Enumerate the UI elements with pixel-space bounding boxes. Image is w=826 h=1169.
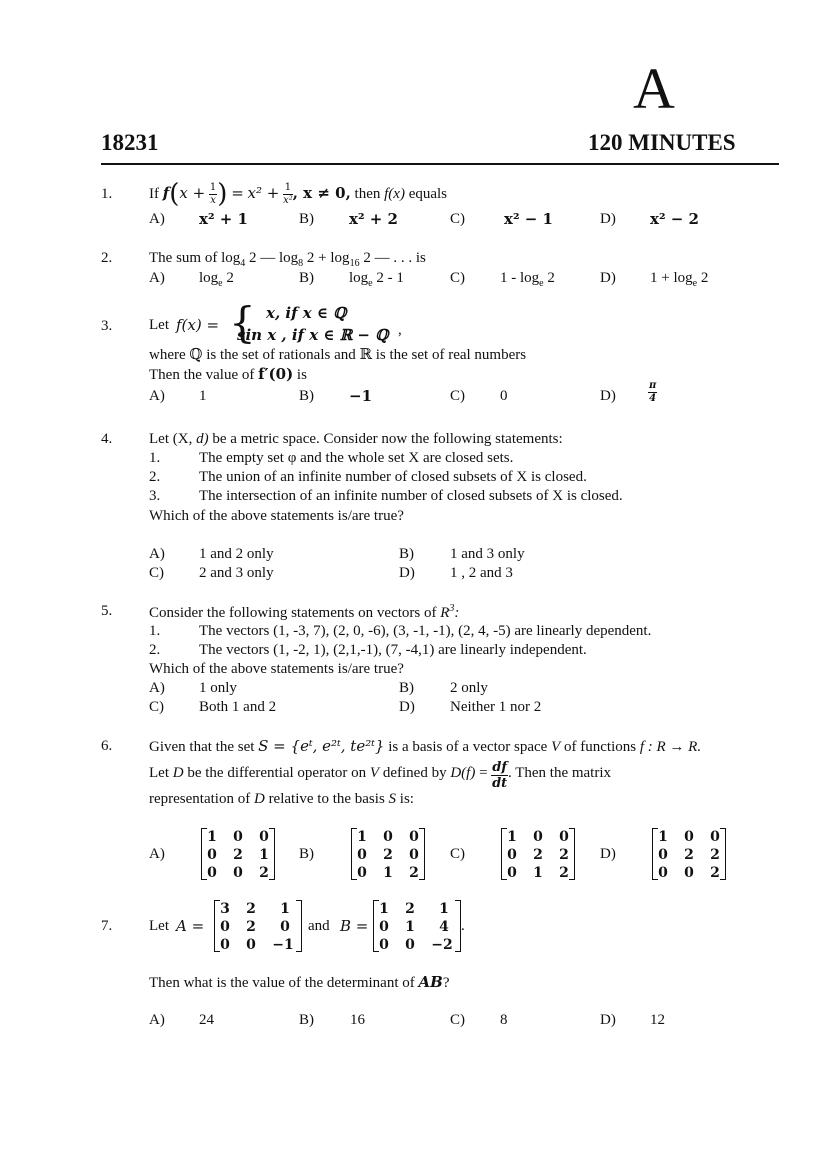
- option-label[interactable]: A): [149, 1012, 165, 1028]
- stem-math: f: [162, 184, 170, 202]
- stem-text: Let: [149, 317, 169, 333]
- matrix-cell: 2: [246, 901, 256, 917]
- option-label[interactable]: C): [450, 211, 465, 227]
- matrix-cell: 1: [533, 865, 543, 881]
- option-text[interactable]: 1 only: [199, 680, 237, 696]
- stem-math: A =: [176, 917, 205, 935]
- stem-text-part: is: [296, 367, 307, 383]
- option-text[interactable]: 2 only: [450, 680, 488, 696]
- matrix-cell: 0: [684, 829, 694, 845]
- subscript: e: [368, 278, 373, 289]
- option-text[interactable]: [199, 271, 234, 289]
- option-label[interactable]: D): [600, 388, 616, 404]
- statement-number: 1.: [149, 623, 161, 639]
- option-label[interactable]: D): [600, 211, 616, 227]
- stem-text: f(x): [384, 186, 405, 202]
- matrix-cell: 0: [409, 829, 419, 845]
- question-stem-line: [149, 761, 611, 790]
- matrix-option-c[interactable]: [501, 828, 575, 880]
- stem-text-part: ?: [442, 975, 450, 991]
- matrix-cell: 0: [220, 937, 230, 953]
- question-number: 6.: [101, 738, 113, 754]
- stem-text-part: f : R → R.: [639, 739, 702, 755]
- stem-text-part: representation of: [149, 791, 254, 807]
- stem-text-part: of functions: [560, 739, 640, 755]
- fraction-denominator: 4: [649, 393, 657, 404]
- option-text[interactable]: 12: [650, 1012, 665, 1028]
- stem-text-part: D: [172, 765, 184, 781]
- option-text[interactable]: x² − 1: [504, 210, 553, 228]
- stem-text: then: [354, 186, 381, 202]
- stem-text: ,: [398, 322, 402, 338]
- matrix-cell: 0: [246, 937, 256, 953]
- option-text[interactable]: 1: [199, 388, 207, 404]
- fraction: [283, 183, 293, 206]
- matrix-cell: 1: [280, 901, 290, 917]
- option-text[interactable]: Both 1 and 2: [199, 699, 277, 715]
- stem-text-part: Given that the set: [149, 739, 259, 755]
- matrix-cell: 0: [383, 829, 393, 845]
- option-label[interactable]: B): [299, 388, 314, 404]
- option-label[interactable]: A): [149, 546, 165, 562]
- matrix-option-b[interactable]: [351, 828, 425, 880]
- matrix-cell: 0: [507, 847, 517, 863]
- matrix-cell: 0: [405, 937, 415, 953]
- matrix-cell: 1: [658, 829, 668, 845]
- matrix-cell: 1: [383, 865, 393, 881]
- stem-text: 2 + log: [303, 250, 350, 266]
- option-label[interactable]: B): [399, 546, 414, 562]
- option-label[interactable]: B): [299, 1012, 314, 1028]
- question-prompt: [149, 975, 450, 991]
- stem-text: 2 — . . . is: [359, 250, 426, 266]
- stem-text: equals: [408, 186, 448, 202]
- stem-text: and: [308, 918, 330, 934]
- option-text[interactable]: 1 , 2 and 3: [450, 565, 513, 581]
- stem-text-part: V: [551, 739, 561, 755]
- option-text-part: 2: [543, 270, 555, 286]
- case-2: sin x , if x ∈ ℝ − ℚ: [237, 326, 389, 344]
- matrix-cell: 1: [207, 829, 217, 845]
- question-stem: [149, 181, 447, 207]
- subscript: e: [692, 278, 698, 289]
- option-label[interactable]: D): [600, 846, 616, 862]
- question-prompt: Which of the above statements is/are true?: [149, 508, 404, 524]
- subscript: 8: [298, 258, 304, 269]
- statement-number: 2.: [149, 642, 161, 658]
- matrix-cell: 0: [507, 865, 517, 881]
- subscript: 16: [349, 258, 360, 269]
- option-label[interactable]: B): [299, 846, 314, 862]
- stem-text-part: D(f): [450, 765, 476, 781]
- stem-text: .: [461, 918, 465, 934]
- option-label[interactable]: C): [450, 846, 465, 862]
- matrix-cell: 0: [207, 847, 217, 863]
- statement-number: 2.: [149, 469, 161, 485]
- stem-text-part: =: [479, 765, 488, 781]
- matrix-cell: 2: [710, 865, 720, 881]
- close-paren: ): [217, 179, 228, 209]
- stem-text-part: Then the value of: [149, 367, 255, 383]
- statement-text: The intersection of an infinite number of closed subsets of X is closed.: [199, 488, 623, 504]
- fraction-denominator: x²: [283, 195, 293, 207]
- matrix-cell: 0: [559, 829, 569, 845]
- matrix-cell: 0: [533, 829, 543, 845]
- matrix-cell: 2: [684, 847, 694, 863]
- stem-text-part: R: [440, 605, 450, 621]
- case-1: x, if x ∈ ℚ: [266, 304, 347, 322]
- option-text[interactable]: x² + 2: [349, 210, 398, 228]
- matrix-cell: 0: [207, 865, 217, 881]
- option-text[interactable]: 1 and 3 only: [450, 546, 525, 562]
- option-text[interactable]: −1: [349, 387, 373, 405]
- option-label[interactable]: A): [149, 846, 165, 862]
- option-label[interactable]: C): [450, 1012, 465, 1028]
- open-paren: (: [169, 179, 180, 209]
- stem-text-part: be a metric space. Consider now the following statements:: [208, 431, 563, 447]
- stem-text: [149, 367, 307, 383]
- matrix-cell: 1: [259, 847, 269, 863]
- option-label[interactable]: A): [149, 680, 165, 696]
- stem-math: , x ≠ 0,: [292, 184, 351, 202]
- option-text[interactable]: 1 and 2 only: [199, 546, 274, 562]
- matrix-cell: 2: [409, 865, 419, 881]
- matrix-cell: 0: [280, 919, 290, 935]
- question-number: 7.: [101, 918, 113, 934]
- stem-text: Let: [149, 918, 169, 934]
- stem-text-part: is:: [396, 791, 414, 807]
- fraction-denominator: x: [210, 195, 216, 207]
- option-text[interactable]: x² + 1: [199, 210, 248, 228]
- option-text[interactable]: [648, 381, 657, 404]
- fraction: [648, 381, 657, 404]
- question-stem-line: [149, 739, 701, 755]
- stem-text-part: V: [369, 765, 380, 781]
- stem-text-part: d): [196, 431, 209, 447]
- option-text-part: 2: [222, 270, 234, 286]
- matrix-option-a[interactable]: [201, 828, 275, 880]
- matrix-cell: 1: [405, 919, 415, 935]
- subscript: e: [539, 278, 544, 289]
- option-label[interactable]: D): [600, 1012, 616, 1028]
- fraction-denominator: dt: [492, 776, 508, 791]
- stem-math: x² +: [247, 184, 280, 202]
- stem-text-part: Let: [149, 765, 173, 781]
- matrix-cell: −2: [431, 937, 453, 953]
- stem-math: AB: [418, 973, 443, 991]
- stem-text-part: defined by: [379, 765, 451, 781]
- option-label[interactable]: D): [399, 699, 415, 715]
- option-text-part: log: [349, 270, 369, 286]
- matrix-cell: 0: [233, 829, 243, 845]
- option-text[interactable]: 2 and 3 only: [199, 565, 274, 581]
- stem-text: The sum of log: [149, 250, 241, 266]
- question-stem-line: [149, 792, 414, 807]
- matrix-cell: 1: [357, 829, 367, 845]
- matrix-cell: 0: [220, 919, 230, 935]
- stem-text: 2 — log: [245, 250, 299, 266]
- option-text[interactable]: 16: [350, 1012, 365, 1028]
- statement-text: The union of an infinite number of closed subsets of X is closed.: [199, 469, 587, 485]
- stem-math: B =: [340, 917, 369, 935]
- fraction-numerator: 1: [209, 182, 217, 194]
- option-label[interactable]: A): [149, 388, 165, 404]
- duration: 120 MINUTES: [588, 130, 736, 155]
- matrix-option-d[interactable]: [652, 828, 726, 880]
- question-stem: [149, 251, 426, 269]
- option-text-part: 2: [697, 270, 709, 286]
- option-text-part: 1 - log: [500, 270, 540, 286]
- stem-text-part: :: [454, 605, 460, 621]
- matrix-cell: 2: [559, 865, 569, 881]
- matrix-cell: 2: [383, 847, 393, 863]
- matrix-cell: 0: [357, 847, 367, 863]
- stem-math: x +: [179, 184, 206, 202]
- option-text[interactable]: [500, 271, 555, 289]
- matrix-cell: 0: [357, 865, 367, 881]
- question-stem: [149, 432, 563, 447]
- question-number: 3.: [101, 318, 113, 334]
- option-text[interactable]: [349, 271, 404, 289]
- matrix-cell: 0: [233, 865, 243, 881]
- fraction-numerator: 1: [284, 182, 292, 194]
- stem-text-part: S: [388, 791, 397, 807]
- subscript: 4: [240, 258, 246, 269]
- paper-code: 18231: [101, 130, 159, 155]
- matrix-cell: 1: [507, 829, 517, 845]
- option-text[interactable]: Neither 1 nor 2: [450, 699, 542, 715]
- statement-number: 1.: [149, 450, 161, 466]
- stem-math: S = {eᵗ, e²ᵗ, te²ᵗ}: [258, 737, 385, 755]
- option-label[interactable]: B): [299, 211, 314, 227]
- option-label[interactable]: D): [399, 565, 415, 581]
- question-stem: [149, 604, 459, 621]
- stem-text-part: is a basis of a vector space: [384, 739, 552, 755]
- statement-text: The vectors (1, -3, 7), (2, 0, -6), (3, -1, -1), (2, 4, -5) are linearly dependent.: [199, 623, 652, 639]
- series-letter: A: [633, 56, 675, 121]
- matrix-cell: 4: [439, 919, 449, 935]
- option-label[interactable]: C): [149, 565, 164, 581]
- superscript: 3: [449, 603, 455, 614]
- matrix-cell: 2: [710, 847, 720, 863]
- stem-math: =: [231, 184, 244, 202]
- question-number: 2.: [101, 250, 113, 266]
- option-text[interactable]: [650, 271, 708, 289]
- matrix-cell: 0: [658, 865, 668, 881]
- option-label[interactable]: C): [450, 388, 465, 404]
- statement-text: The vectors (1, -2, 1), (2,1,-1), (7, -4,1) are linearly independent.: [199, 642, 587, 658]
- matrix-cell: 1: [379, 901, 389, 917]
- stem-text: If: [149, 186, 159, 202]
- matrix-cell: 0: [658, 847, 668, 863]
- stem-text-part: Let (X,: [149, 431, 197, 447]
- option-label[interactable]: C): [149, 699, 164, 715]
- matrix-cell: 2: [533, 847, 543, 863]
- matrix-cell: 2: [405, 901, 415, 917]
- option-text[interactable]: x² − 2: [650, 210, 699, 228]
- option-label[interactable]: B): [399, 680, 414, 696]
- stem-text-part: Then what is the value of the determinant of: [149, 975, 419, 991]
- stem-text-part: D: [253, 791, 265, 807]
- stem-text-part: Consider the following statements on vectors of: [149, 605, 441, 621]
- matrix-cell: 0: [259, 829, 269, 845]
- stem-text-part: relative to the basis: [264, 791, 389, 807]
- matrix-cell: 0: [710, 829, 720, 845]
- option-text[interactable]: 24: [199, 1012, 214, 1028]
- option-label[interactable]: D): [600, 270, 616, 286]
- option-text[interactable]: 8: [500, 1012, 508, 1028]
- option-text-part: log: [199, 270, 219, 286]
- matrix-cell: 2: [233, 847, 243, 863]
- matrix-a: [214, 900, 302, 952]
- option-label[interactable]: A): [149, 211, 165, 227]
- matrix-cell: −1: [272, 937, 294, 953]
- matrix-cell: 0: [379, 919, 389, 935]
- header-rule: [101, 163, 779, 165]
- matrix-cell: 0: [379, 937, 389, 953]
- stem-text-part: be the differential operator on: [183, 765, 370, 781]
- question-number: 4.: [101, 431, 113, 447]
- option-text-part: 1 + log: [650, 270, 693, 286]
- stem-text-part: . Then the matrix: [507, 765, 612, 781]
- question-number: 5.: [101, 603, 113, 619]
- stem-math: f(x) =: [176, 316, 220, 334]
- stem-text: where ℚ is the set of rationals and ℝ is the set of real numbers: [149, 347, 527, 363]
- option-text[interactable]: 0: [500, 388, 508, 404]
- statement-number: 3.: [149, 488, 161, 504]
- fraction-numerator: df: [492, 760, 507, 775]
- option-label[interactable]: C): [450, 270, 465, 286]
- option-label[interactable]: B): [299, 270, 314, 286]
- subscript: e: [218, 278, 223, 289]
- matrix-cell: 2: [559, 847, 569, 863]
- matrix-cell: 2: [259, 865, 269, 881]
- option-label[interactable]: A): [149, 270, 165, 286]
- question-number: 1.: [101, 186, 113, 202]
- option-text-part: 2 - 1: [372, 270, 404, 286]
- stem-math: f′(0): [258, 365, 294, 383]
- matrix-cell: 3: [220, 901, 230, 917]
- matrix-cell: 1: [439, 901, 449, 917]
- matrix-cell: 0: [409, 847, 419, 863]
- matrix-cell: 0: [684, 865, 694, 881]
- question-prompt: Which of the above statements is/are true?: [149, 661, 404, 677]
- fraction-numerator: π: [649, 380, 657, 391]
- case-brace: {: [229, 298, 256, 347]
- matrix-b: [373, 900, 461, 952]
- matrix-cell: 2: [246, 919, 256, 935]
- statement-text: The empty set φ and the whole set X are closed sets.: [199, 450, 514, 466]
- fraction: [491, 761, 508, 790]
